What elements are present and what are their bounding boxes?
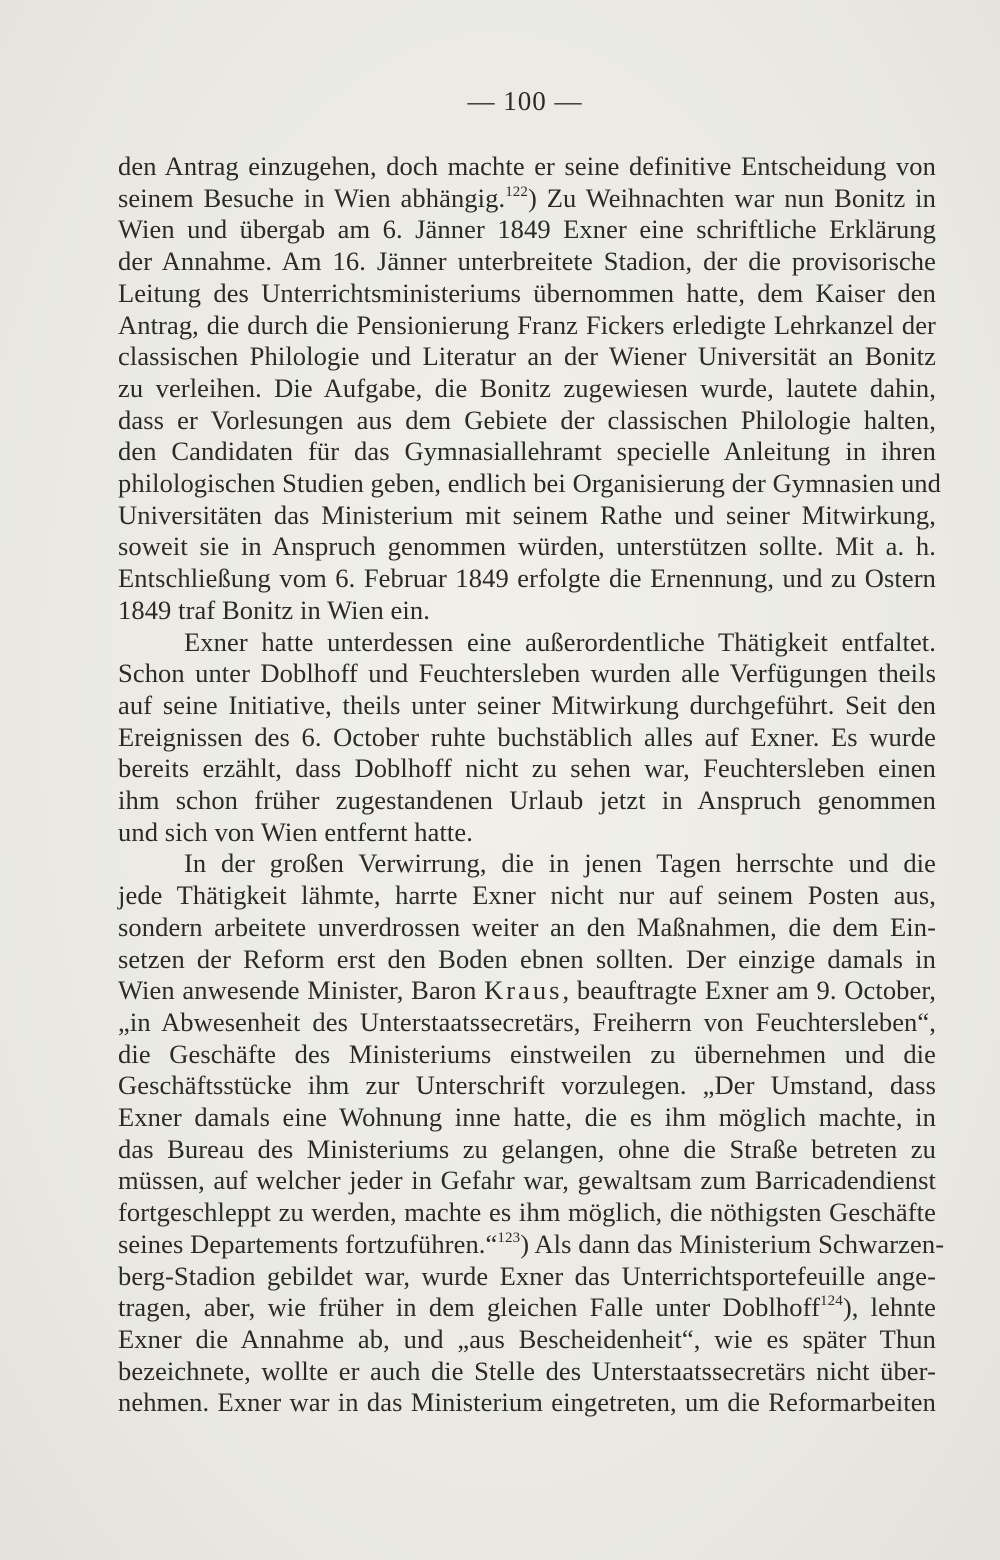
text-line bbox=[118, 1323, 936, 1355]
text-segment: ihm schon früher zugestandenen Urlaub jetzt in Anspruch genommen bbox=[118, 785, 936, 815]
text-segment: seines Departements fortzuführen.“ bbox=[118, 1228, 498, 1259]
text-segment: Schon unter Doblhoff und Feuchtersleben wurden alle Verfügungen theils bbox=[118, 658, 936, 689]
text-line bbox=[118, 1260, 936, 1292]
text-segment: und sich von Wien entfernt hatte. bbox=[118, 816, 473, 847]
text-segment: classischen Philologie und Literatur an der Wiener Universität an Bonitz bbox=[118, 341, 936, 372]
text-segment: setzen der Reform erst den Boden ebnen sollten. Der einzige damals in bbox=[118, 943, 936, 974]
text-segment: Antrag, die durch die Pensionierung Franz Fickers erledigte Lehrkanzel der bbox=[118, 309, 936, 340]
text-segment: bereits erzählt, dass Doblhoff nicht zu sehen war, Feuchtersleben einen bbox=[118, 753, 936, 784]
text-line bbox=[184, 847, 936, 879]
text-segment: „in Abwesenheit des Unterstaatssecretärs, Freiherrn von Feuchtersleben“, bbox=[118, 1006, 936, 1037]
text-segment: Entschließung vom 6. Februar 1849 erfolgte die Ernennung, und zu Ostern bbox=[118, 563, 936, 594]
text-line bbox=[118, 879, 936, 911]
text-line bbox=[118, 1133, 936, 1165]
text-segment: ) Als dann das Ministerium Schwarzen- bbox=[520, 1228, 945, 1259]
text-line bbox=[118, 911, 936, 943]
text-segment: auf seine Initiative, theils unter seiner Mitwirkung durchgeführt. Seit den bbox=[118, 689, 936, 720]
text-line bbox=[118, 150, 936, 182]
text-segment: bezeichnete, wollte er auch die Stelle des Unterstaatssecretärs nicht über- bbox=[118, 1355, 936, 1386]
text-line bbox=[118, 657, 936, 689]
text-segment: ) Zu Weihnachten war nun Bonitz in bbox=[528, 182, 936, 213]
text-line bbox=[118, 404, 936, 436]
text-segment: fortgeschleppt zu werden, machte es ihm möglich, die nöthigsten Geschäfte bbox=[118, 1197, 936, 1228]
text-line bbox=[118, 562, 936, 594]
text-segment: den Antrag einzugehen, doch machte er seine definitive Entscheidung von bbox=[118, 151, 936, 181]
page-number: — 100 — bbox=[467, 86, 583, 116]
text-segment: nehmen. Exner war in das Ministerium eingetreten, um die Reformarbeiten bbox=[118, 1387, 936, 1418]
text-segment: die Geschäfte des Ministeriums einstweilen zu übernehmen und die bbox=[118, 1038, 936, 1069]
text-segment: tragen, aber, wie früher in dem gleichen Falle unter Doblhoff bbox=[118, 1292, 820, 1323]
spaced-name: Kraus bbox=[484, 975, 563, 1006]
text-line bbox=[118, 943, 936, 975]
text-segment: Geschäftsstücke ihm zur Unterschrift vorzulegen. „Der Umstand, dass bbox=[118, 1070, 936, 1101]
text-line bbox=[118, 1006, 936, 1038]
footnote-reference[interactable]: 122 bbox=[505, 183, 528, 200]
text-segment: 1849 traf Bonitz in Wien ein. bbox=[118, 594, 430, 625]
text-segment: , beauftragte Exner am 9. October, bbox=[562, 975, 936, 1006]
text-line bbox=[118, 245, 936, 277]
text-line bbox=[118, 974, 936, 1006]
text-segment: In der großen Verwirrung, die in jenen Tagen herrschte und die bbox=[184, 848, 936, 879]
text-line bbox=[184, 626, 936, 658]
text-segment: den Candidaten für das Gymnasiallehramt specielle Anleitung in ihren bbox=[118, 436, 936, 467]
text-segment: zu verleihen. Die Aufgabe, die Bonitz zugewiesen wurde, lautete dahin, bbox=[118, 372, 936, 403]
text-segment: Universitäten das Ministerium mit seinem Rathe und seiner Mitwirkung, bbox=[118, 499, 936, 530]
text-segment: Exner hatte unterdessen eine außerordentliche Thätigkeit entfaltet. bbox=[184, 626, 936, 657]
text-line bbox=[118, 1038, 936, 1070]
text-line bbox=[118, 784, 936, 816]
text-segment: der Annahme. Am 16. Jänner unterbreitete Stadion, der die provisorische bbox=[118, 246, 936, 277]
text-line bbox=[118, 277, 936, 309]
text-line bbox=[118, 309, 936, 341]
text-segment: Exner die Annahme ab, und „aus Bescheidenheit“, wie es später Thun bbox=[118, 1323, 936, 1354]
text-line bbox=[118, 1386, 936, 1418]
text-line bbox=[118, 1069, 936, 1101]
text-line bbox=[118, 435, 936, 467]
text-line bbox=[118, 213, 936, 245]
text-segment: Leitung des Unterrichtsministeriums übernommen hatte, dem Kaiser den bbox=[118, 277, 936, 308]
text-line bbox=[118, 816, 936, 848]
text-segment: seinem Besuche in Wien abhängig. bbox=[118, 182, 506, 213]
text-line bbox=[118, 721, 936, 753]
text-segment: sondern arbeitete unverdrossen weiter an den Maßnahmen, die dem Ein- bbox=[118, 911, 936, 942]
text-segment: Exner damals eine Wohnung inne hatte, die es ihm möglich machte, in bbox=[118, 1102, 936, 1132]
text-segment: Ereignissen des 6. October ruhte buchstäblich alles auf Exner. Es wurde bbox=[118, 721, 936, 752]
text-line bbox=[118, 1355, 936, 1387]
text-line bbox=[118, 499, 936, 531]
text-segment: Wien und übergab am 6. Jänner 1849 Exner eine schriftliche Erklärung bbox=[118, 214, 936, 245]
text-line bbox=[118, 1196, 936, 1228]
text-segment: dass er Vorlesungen aus dem Gebiete der classischen Philologie halten, bbox=[118, 404, 936, 435]
text-line bbox=[118, 1228, 945, 1260]
text-line bbox=[118, 340, 936, 372]
text-line bbox=[118, 594, 936, 626]
text-segment: ), lehnte bbox=[842, 1292, 936, 1323]
footnote-reference[interactable]: 123 bbox=[497, 1229, 521, 1246]
text-segment: philologischen Studien geben, endlich bei Organisierung der Gymnasien und bbox=[118, 468, 941, 498]
text-segment: soweit sie in Anspruch genommen würden, unterstützen sollte. Mit a. h. bbox=[118, 531, 936, 562]
text-line bbox=[118, 372, 936, 404]
text-line bbox=[118, 1291, 936, 1323]
text-line bbox=[118, 1101, 936, 1133]
text-line bbox=[118, 467, 941, 499]
text-segment: Wien anwesende Minister, Baron bbox=[118, 975, 485, 1006]
text-segment: jede Thätigkeit lähmte, harrte Exner nicht nur auf seinem Posten aus, bbox=[118, 880, 936, 911]
text-segment: das Bureau des Ministeriums zu gelangen, ohne die Straße betreten zu bbox=[118, 1133, 936, 1164]
text-segment: müssen, auf welcher jeder in Gefahr war, gewaltsam zum Barricadendienst bbox=[118, 1165, 936, 1196]
text-line bbox=[118, 182, 936, 214]
text-line bbox=[118, 689, 936, 721]
footnote-reference[interactable]: 124 bbox=[820, 1293, 843, 1310]
text-line bbox=[118, 1164, 936, 1196]
text-line bbox=[118, 530, 936, 562]
text-line bbox=[118, 752, 936, 784]
text-segment: berg-Stadion gebildet war, wurde Exner das Unterrichtsportefeuille ange- bbox=[118, 1260, 936, 1291]
